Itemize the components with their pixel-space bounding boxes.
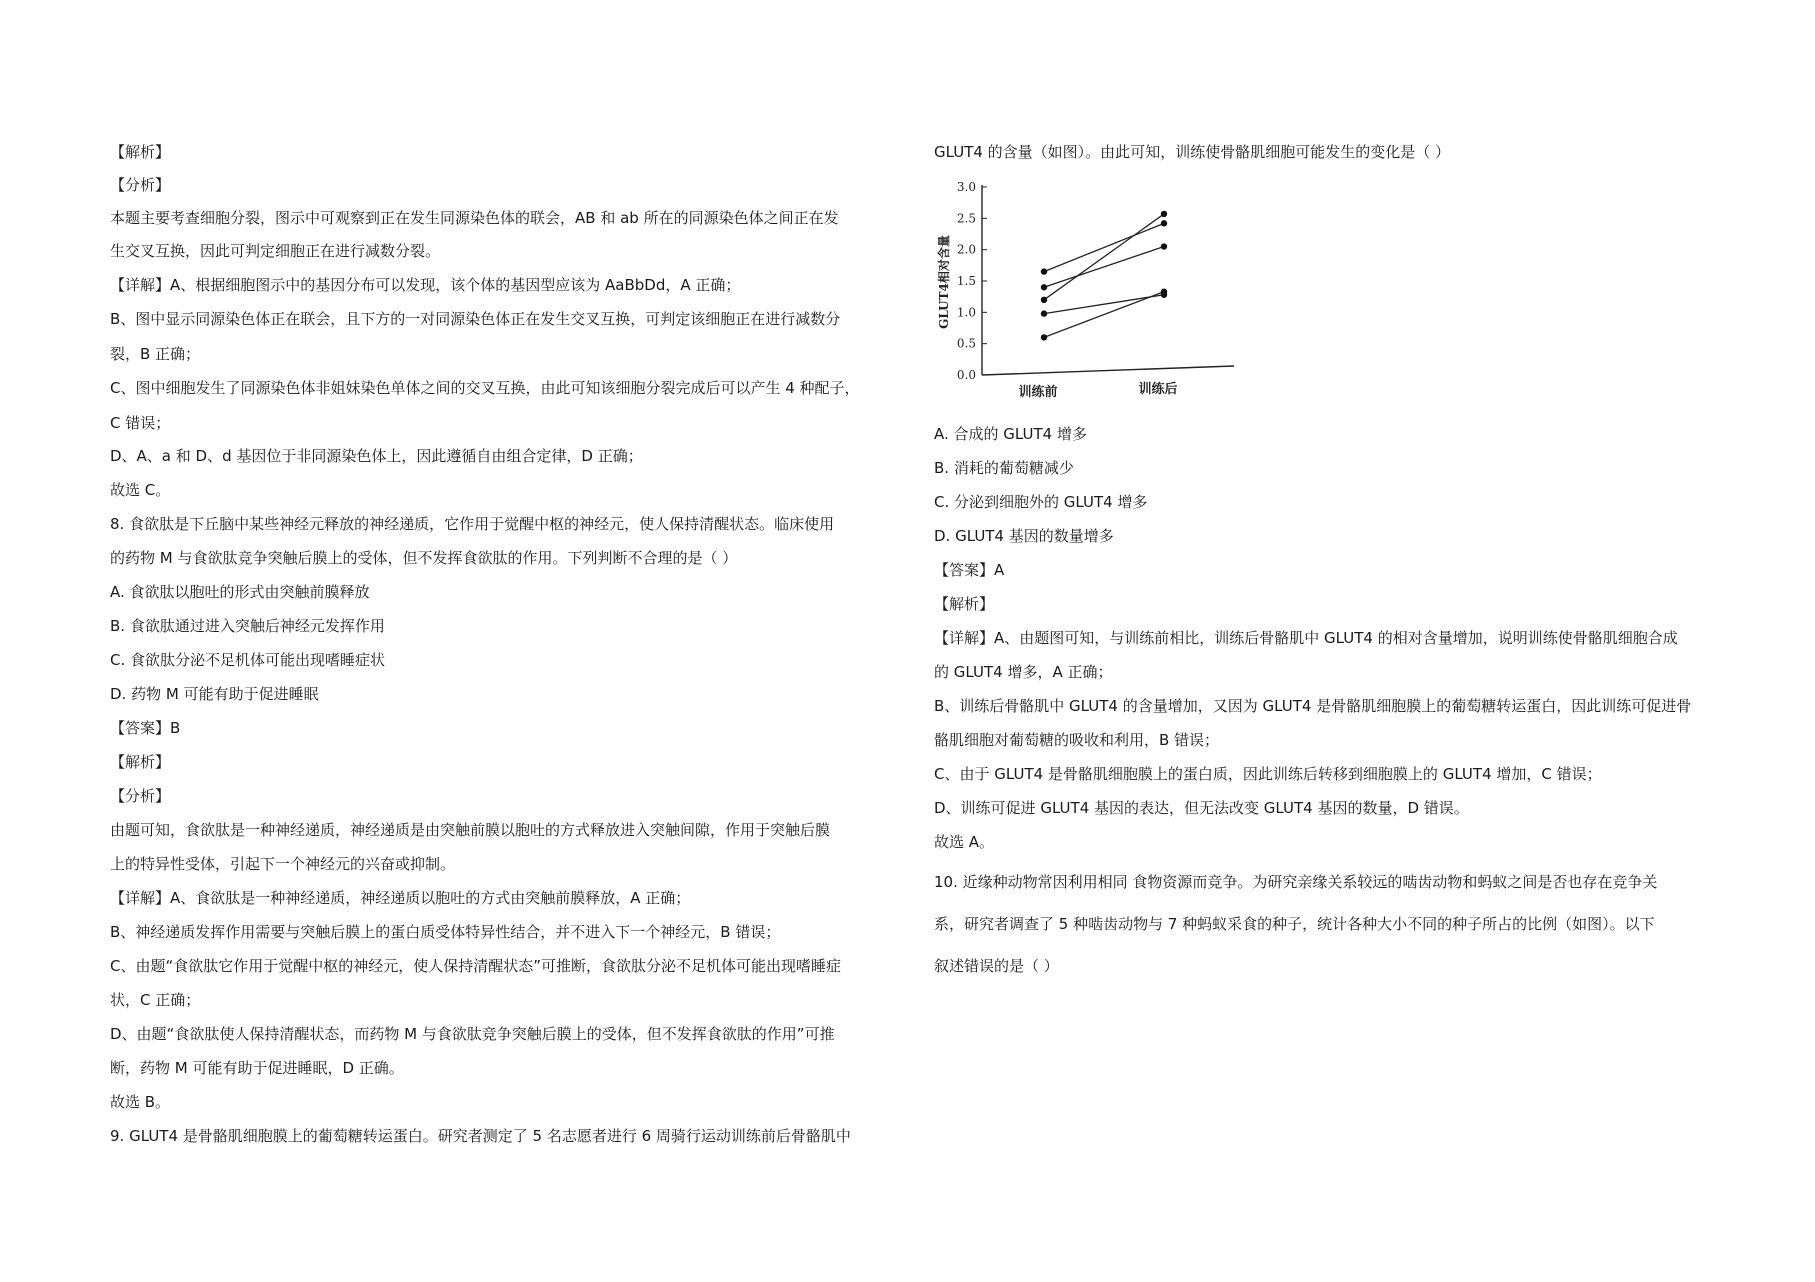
x-axis — [982, 366, 1234, 375]
text-line: 【详解】A、食欲肽是一种神经递质，神经递质以胞吐的方式由突触前膜释放，A 正确； — [110, 889, 691, 907]
data-point — [1041, 334, 1047, 340]
y-axis-label: GLUT4相对含量 — [937, 235, 951, 329]
x-tick-label: 训练后 — [1138, 382, 1178, 397]
y-tick-label: 0.5 — [956, 336, 976, 351]
text-line: 由题可知，食欲肽是一种神经递质，神经递质是由突触前膜以胞吐的方式释放进入突触间隙，作用于突触后膜 — [110, 821, 831, 839]
text-line: C、由题“食欲肽它作用于觉醒中枢的神经元，使人保持清醒状态”可推断，食欲肽分泌不足机体可能出现嗜睡症 — [110, 957, 842, 975]
text-line: 的药物 M 与食欲肽竞争突触后膜上的受体，但不发挥食欲肽的作用。下列判断不合理的是（ ） — [110, 549, 738, 567]
text-line: D. 药物 M 可能有助于促进睡眠 — [110, 685, 319, 703]
series-line — [1044, 295, 1164, 314]
data-point — [1041, 268, 1047, 274]
series-line — [1044, 223, 1164, 271]
text-line: C. 食欲肽分泌不足机体可能出现嗜睡症状 — [110, 651, 386, 669]
text-line: 状，C 正确； — [110, 991, 201, 1009]
text-line: 【详解】A、根据细胞图示中的基因分布可以发现，该个体的基因型应该为 AaBbDd，A 正确； — [110, 276, 741, 294]
text-line: 【解析】 — [110, 143, 171, 161]
text-line: B. 食欲肽通过进入突触后神经元发挥作用 — [110, 617, 385, 635]
text-line: D、训练可促进 GLUT4 基因的表达，但无法改变 GLUT4 基因的数量，D 错误。 — [934, 799, 1469, 817]
text-line: 生交叉互换，因此可判定细胞正在进行减数分裂。 — [110, 242, 441, 260]
text-line: 上的特异性受体，引起下一个神经元的兴奋或抑制。 — [110, 855, 456, 873]
data-point — [1041, 310, 1047, 316]
x-tick-label: 训练前 — [1018, 385, 1058, 400]
text-line: C 错误； — [110, 414, 171, 432]
series-line — [1044, 214, 1164, 300]
text-line: 裂，B 正确； — [110, 345, 201, 363]
y-tick-label: 1.5 — [956, 274, 976, 288]
text-line: 的 GLUT4 增多，A 正确； — [934, 663, 1113, 681]
y-tick-label: 3.0 — [956, 180, 976, 194]
series-line — [1044, 292, 1164, 338]
y-tick-label: 0.0 — [956, 368, 976, 382]
text-line: C、由于 GLUT4 是骨骼肌细胞膜上的蛋白质，因此训练后转移到细胞膜上的 GLUT4 增加，C 错误； — [934, 765, 1602, 783]
y-tick-label: 1.0 — [956, 305, 976, 320]
data-point — [1161, 211, 1167, 217]
text-line: C、图中细胞发生了同源染色体非姐妹染色单体之间的交叉互换，由此可知该细胞分裂完成后可以产生 4 种配子， — [110, 379, 860, 397]
text-line: 【答案】B — [110, 719, 181, 737]
text-line: 系，研究者调查了 5 种啮齿动物与 7 种蚂蚁采食的种子，统计各种大小不同的种子所占的比例（如图）。以下 — [934, 915, 1655, 933]
data-point — [1161, 220, 1167, 226]
text-line: D、由题“食欲肽使人保持清醒状态，而药物 M 与食欲肽竞争突触后膜上的受体，但不发挥食欲肽的作用”可推 — [110, 1025, 835, 1043]
question-9-continuation: GLUT4 的含量（如图）。由此可知，训练使骨骼肌细胞可能发生的变化是（ ） — [934, 143, 1450, 161]
text-line: 【分析】 — [110, 176, 171, 194]
text-line: 10. 近缘种动物常因利用相同 食物资源而竞争。为研究亲缘关系较远的啮齿动物和蚂蚁之间是否也存在竞争关 — [934, 873, 1658, 891]
text-line: A. 合成的 GLUT4 增多 — [934, 425, 1087, 443]
text-line: 【分析】 — [110, 787, 171, 805]
text-line: 【解析】 — [934, 595, 995, 613]
text-line: B、图中显示同源染色体正在联会，且下方的一对同源染色体正在发生交叉互换，可判定该细胞正在进行减数分 — [110, 310, 841, 328]
text-line: 故选 B。 — [110, 1093, 171, 1111]
text-line: 叙述错误的是（ ） — [934, 957, 1059, 975]
text-line: B、训练后骨骼肌中 GLUT4 的含量增加，又因为 GLUT4 是骨骼肌细胞膜上的葡萄糖转运蛋白，因此训练可促进骨 — [934, 697, 1692, 715]
data-point — [1161, 288, 1167, 294]
series-line — [1044, 247, 1164, 288]
text-line: C. 分泌到细胞外的 GLUT4 增多 — [934, 493, 1148, 511]
text-line: D. GLUT4 基因的数量增多 — [934, 527, 1114, 545]
text-line: 断，药物 M 可能有助于促进睡眠，D 正确。 — [110, 1059, 404, 1077]
y-tick-label: 2.0 — [956, 242, 976, 257]
text-line: B、神经递质发挥作用需要与突触后膜上的蛋白质受体特异性结合，并不进入下一个神经元，B 错误； — [110, 923, 781, 941]
glut4-line-chart — [934, 172, 1264, 404]
text-line: 骼肌细胞对葡萄糖的吸收和利用，B 错误； — [934, 731, 1220, 749]
text-line: 本题主要考查细胞分裂，图示中可观察到正在发生同源染色体的联会，AB 和 ab 所在的同源染色体之间正在发 — [110, 209, 839, 227]
text-line: 【解析】 — [110, 753, 171, 771]
text-line: D、A、a 和 D、d 基因位于非同源染色体上，因此遵循自由组合定律，D 正确； — [110, 447, 643, 465]
text-line: B. 消耗的葡萄糖减少 — [934, 459, 1074, 477]
text-line: 【详解】A、由题图可知，与训练前相比，训练后骨骼肌中 GLUT4 的相对含量增加，说明训练使骨骼肌细胞合成 — [934, 629, 1678, 647]
text-line: 【答案】A — [934, 561, 1005, 579]
text-line: 9. GLUT4 是骨骼肌细胞膜上的葡萄糖转运蛋白。研究者测定了 5 名志愿者进行 6 周骑行运动训练前后骨骼肌中 — [110, 1127, 851, 1145]
data-point — [1041, 297, 1047, 303]
data-point — [1161, 243, 1167, 249]
text-line: 故选 C。 — [110, 481, 171, 499]
text-line: 8. 食欲肽是下丘脑中某些神经元释放的神经递质，它作用于觉醒中枢的神经元，使人保持清醒状态。临床使用 — [110, 515, 835, 533]
data-point — [1041, 284, 1047, 290]
text-line: A. 食欲肽以胞吐的形式由突触前膜释放 — [110, 583, 370, 601]
text-line: 故选 A。 — [934, 833, 995, 851]
y-tick-label: 2.5 — [956, 211, 976, 226]
